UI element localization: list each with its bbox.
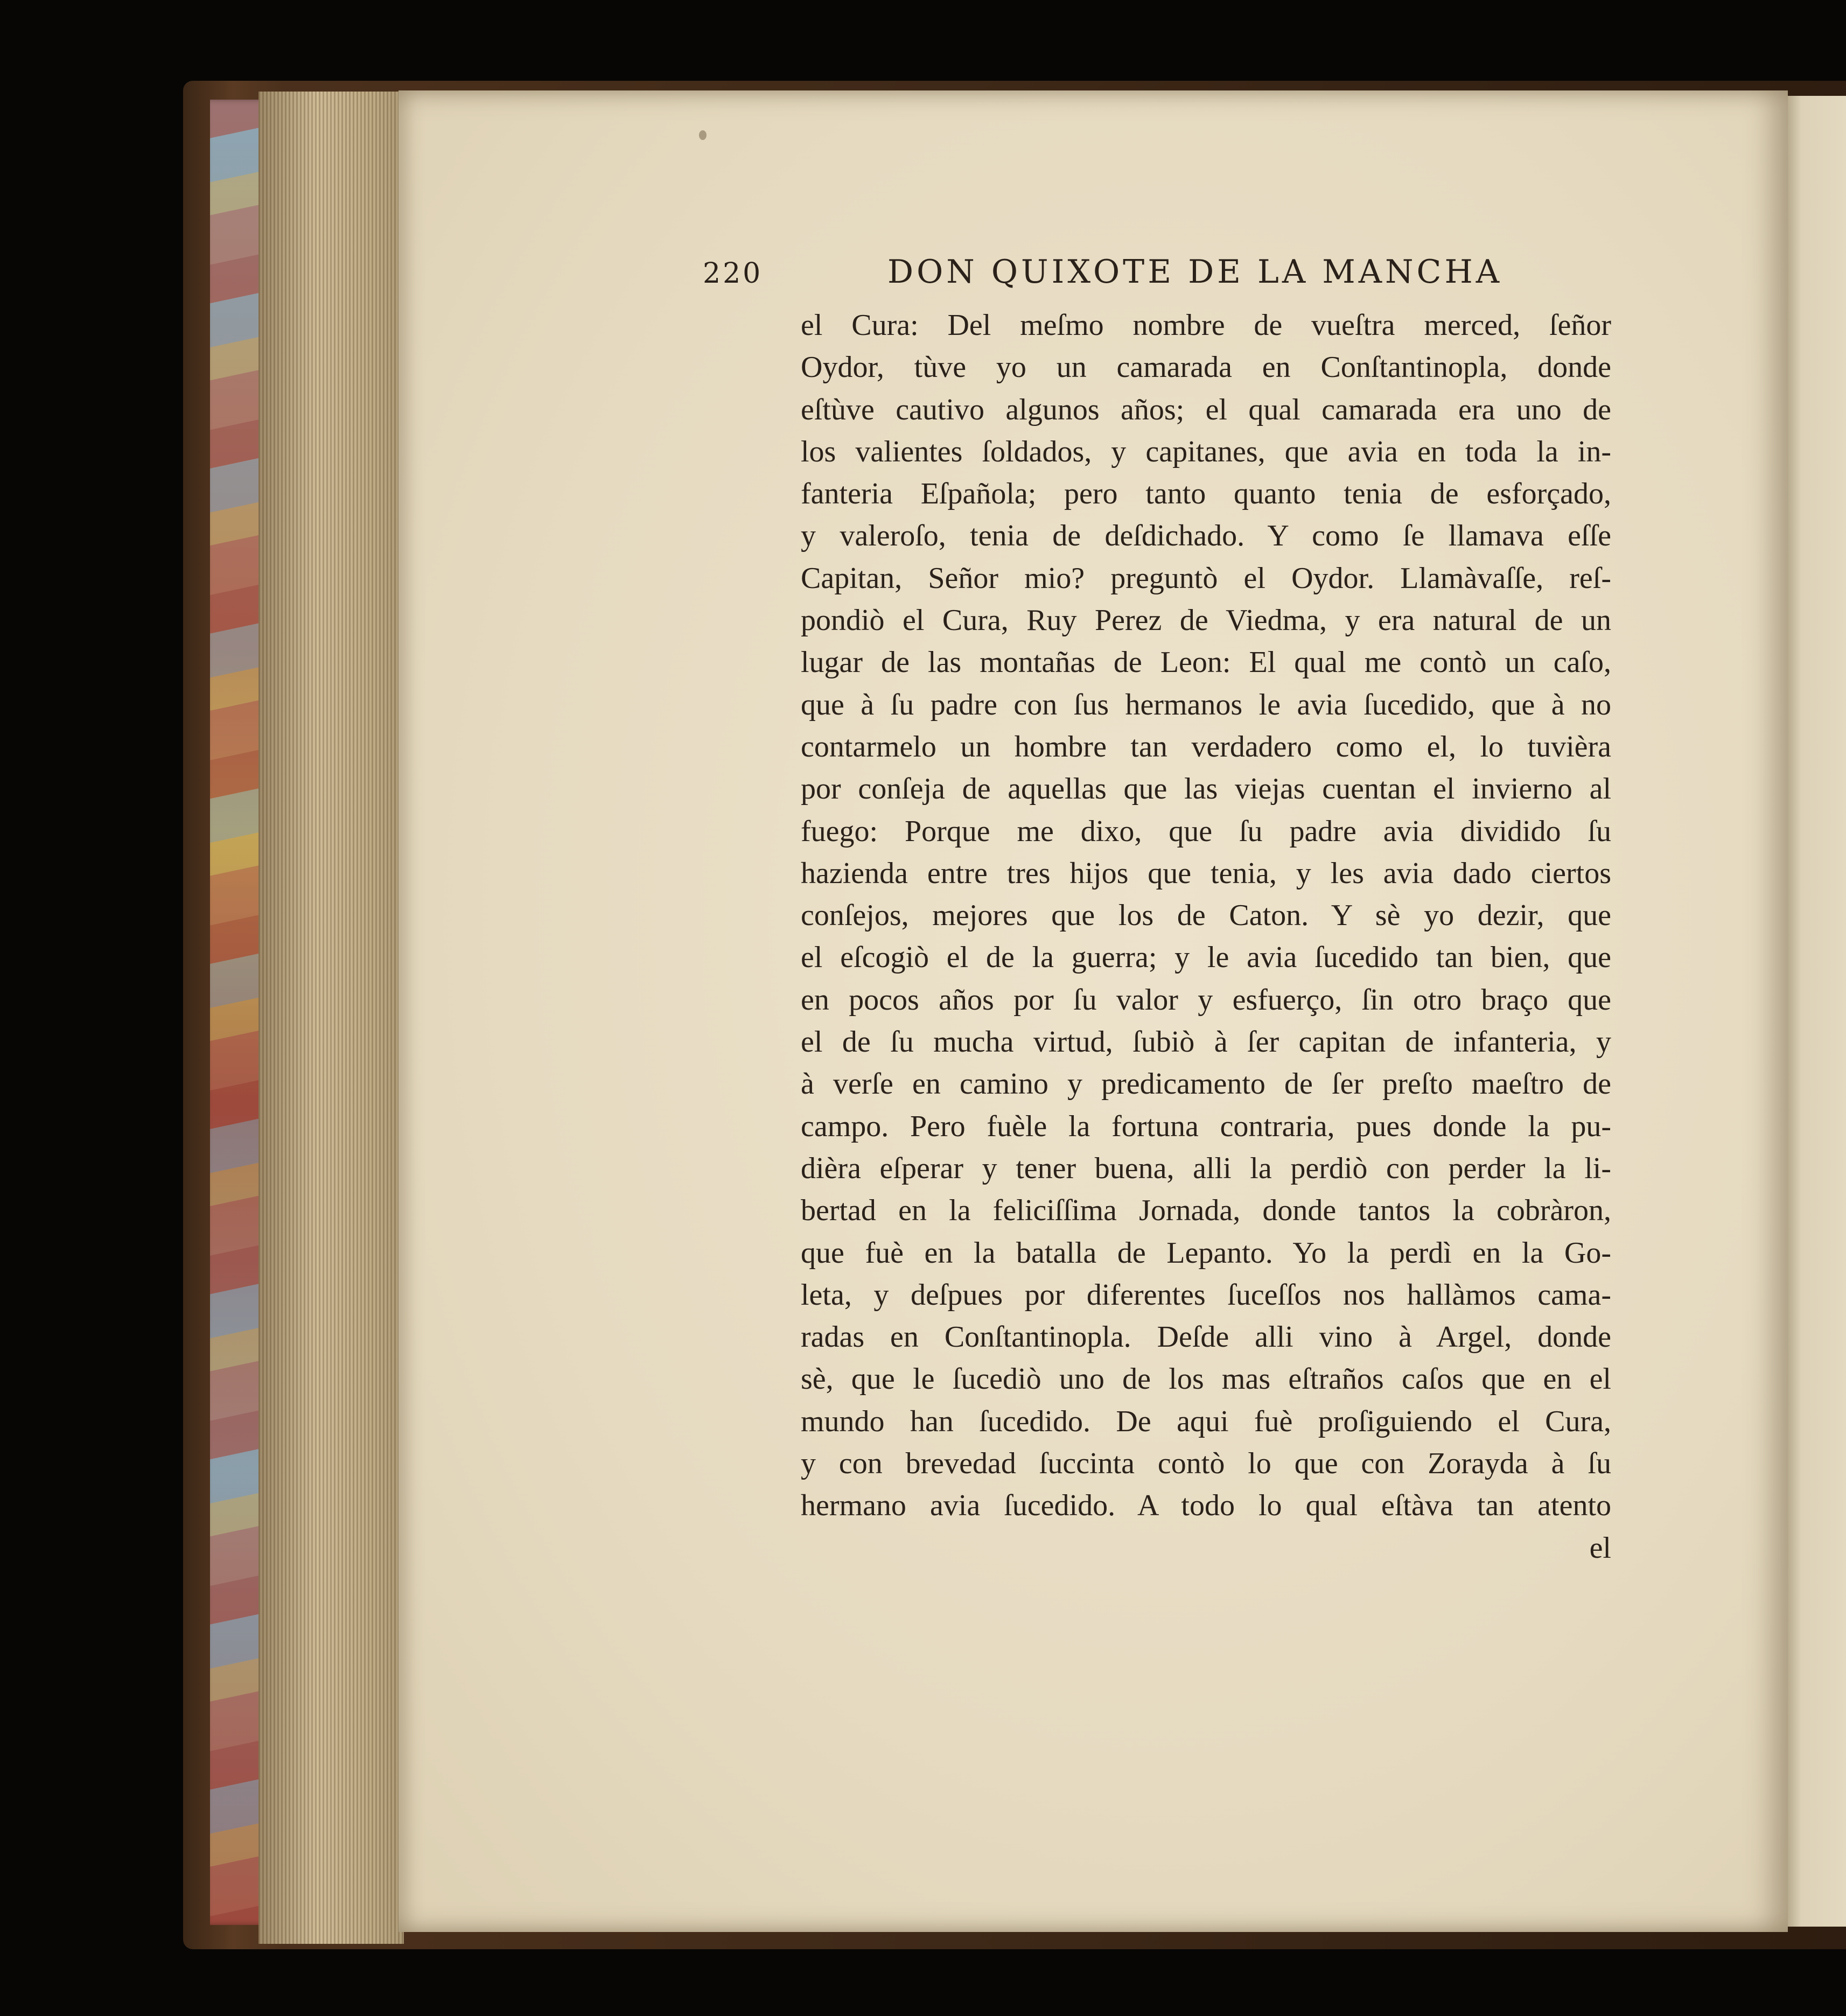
- text-line: conſejos, mejores que los de Caton. Y sè yo dezir, que: [801, 899, 1611, 933]
- catchword: el: [1589, 1531, 1611, 1565]
- running-title: DON QUIXOTE DE LA MANCHA: [887, 253, 1503, 291]
- text-line: contarmelo un hombre tan verdadero como el, lo tuvièra: [801, 730, 1611, 764]
- text-line: fanteria Eſpañola; pero tanto quanto tenia de esforçado,: [801, 477, 1611, 511]
- text-line: que à ſu padre con ſus hermanos le avia ſucedido, que à no: [801, 688, 1611, 722]
- text-line: por conſeja de aquellas que las viejas cuentan el invierno al: [801, 772, 1611, 806]
- text-line: leta, y deſpues por diferentes ſuceſſos nos hallàmos cama-: [801, 1278, 1611, 1312]
- text-line: radas en Conſtantinopla. Deſde alli vino à Argel, donde: [801, 1320, 1611, 1354]
- text-line: los valientes ſoldados, y capitanes, que avia en toda la in-: [801, 435, 1611, 468]
- text-line: hermano avia ſucedido. A todo lo qual eſtàva tan atento: [801, 1489, 1611, 1523]
- page-number: 220: [703, 257, 763, 290]
- body-text: [801, 304, 1611, 1569]
- text-line: lugar de las montañas de Leon: El qual me contò un caſo,: [801, 646, 1611, 680]
- text-line: que fuè en la batalla de Lepanto. Yo la perdì en la Go-: [801, 1236, 1611, 1270]
- page-header: [703, 253, 1613, 296]
- text-line: en pocos años por ſu valor y esfuerço, ſin otro braço que: [801, 983, 1611, 1017]
- text-line: el de ſu mucha virtud, ſubiò à ſer capitan de infanteria, y: [801, 1025, 1611, 1059]
- text-line: eſtùve cautivo algunos años; el qual camarada era uno de: [801, 393, 1611, 426]
- text-line: dièra eſperar y tener buena, alli la perdiò con perder la li-: [801, 1151, 1611, 1185]
- text-line: y valeroſo, tenia de deſdichado. Y como ſe llamava eſſe: [801, 519, 1611, 553]
- text-line: mundo han ſucedido. De aqui fuè proſiguiendo el Cura,: [801, 1404, 1611, 1438]
- text-line: à verſe en camino y predicamento de ſer preſto maeſtro de: [801, 1067, 1611, 1101]
- text-line: y con brevedad ſuccinta contò lo que con Zorayda à ſu: [801, 1447, 1611, 1481]
- paper-speck: [699, 130, 707, 140]
- text-line: fuego: Porque me dixo, que ſu padre avia dividido ſu: [801, 814, 1611, 848]
- text-line: campo. Pero fuèle la fortuna contraria, pues donde la pu-: [801, 1109, 1611, 1143]
- text-line: bertad en la feliciſſima Jornada, donde tantos la cobràron,: [801, 1194, 1611, 1228]
- text-line: pondiò el Cura, Ruy Perez de Viedma, y era natural de un: [801, 604, 1611, 638]
- text-line: el eſcogiò el de la guerra; y le avia ſucedido tan bien, que: [801, 941, 1611, 975]
- text-line: sè, que le ſucediò uno de los mas eſtraños caſos que en el: [801, 1362, 1611, 1396]
- page-block-edges: [258, 92, 404, 1944]
- text-line: hazienda entre tres hijos que tenia, y les avia dado ciertos: [801, 856, 1611, 890]
- text-line: Capitan, Señor mio? preguntò el Oydor. Llamàvaſſe, reſ-: [801, 561, 1611, 595]
- text-line: Oydor, tùve yo un camarada en Conſtantinopla, donde: [801, 351, 1611, 384]
- text-line: el Cura: Del meſmo nombre de vueſtra merced, ſeñor: [801, 309, 1611, 342]
